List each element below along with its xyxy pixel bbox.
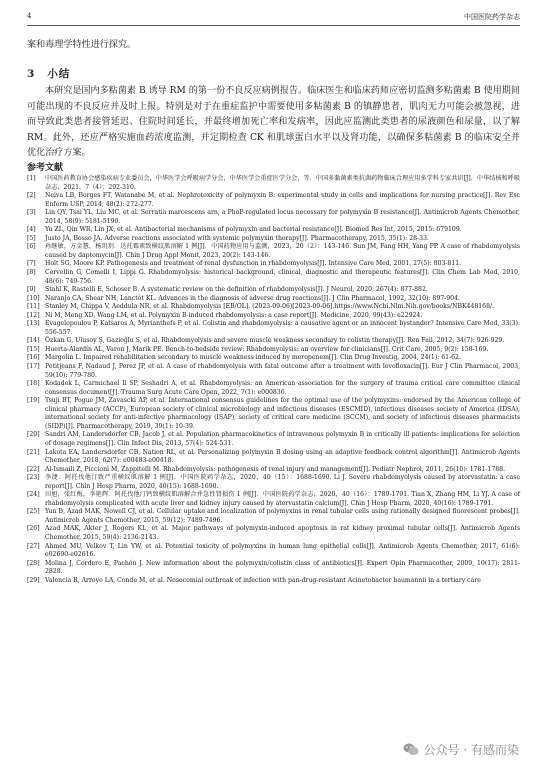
- reference-list: [27, 175, 520, 585]
- reference-item: [27, 295, 520, 304]
- reference-item: [27, 303, 520, 312]
- reference-item: [27, 491, 520, 508]
- reference-item: [27, 192, 520, 209]
- reference-item: [27, 175, 520, 192]
- reference-item: [27, 226, 520, 235]
- section-title: 小结: [47, 68, 71, 80]
- reference-number: [11]: [27, 303, 40, 311]
- reference-text: Lin QY, Tsai YL, Liu MC, et al. Serratia marcescens arn, a PhoP-regulated locus necessary for polymyxin B resistance[J]. Antimicrob Agents Chemother, 2014, 58(9): 5181-5190.: [45, 209, 520, 225]
- reference-number: [19]: [27, 397, 40, 405]
- reference-item: [27, 543, 520, 560]
- reference-number: [24]: [27, 491, 40, 499]
- reference-item: [27, 431, 520, 448]
- reference-number: [4]: [27, 226, 36, 234]
- references-title: 参考文献: [27, 163, 64, 173]
- page-number: 4: [27, 12, 32, 20]
- reference-text: Molina J, Cordero E, Pachón J. New information about the polymyxin/colistin class of antibiotics[J]. Expert Opin Pharmacother, 2009, 10(17): 2811-2828.: [45, 559, 520, 576]
- reference-number: [21]: [27, 448, 40, 456]
- reference-item: [27, 286, 520, 295]
- reference-text: Ahmed MU, Velkov T, Lin YW, et al. Potential toxicity of polymyxins in human lung epithelial cells[J]. Antimicrob Agents Chemother, 2017, 61(6): e02690-e02616.: [45, 542, 520, 559]
- reference-number: [22]: [27, 465, 40, 473]
- reference-number: [7]: [27, 260, 36, 268]
- reference-item: [27, 380, 520, 397]
- reference-item: [27, 312, 520, 321]
- reference-text: Yu ZL, Qin WR, Lin JX, et al. Antibacterial mechanisms of polymyxin and bacterial resistance[J]. Biomed Res Int, 2015, 2015: 679109.: [45, 226, 462, 234]
- reference-text: Stanley M, Chippa V, Aeddula NR, et al. Rhabdomyolysis [EB/OL]. (2023-09-06)[2023-09-06].https://www.Ncbi.Nlm.Nih.gov/books/NBK448168/.: [45, 303, 495, 311]
- reference-item: [27, 269, 520, 286]
- wechat-icon: [403, 743, 419, 756]
- reference-item: [27, 474, 520, 491]
- reference-item: [27, 466, 520, 475]
- reference-item: [27, 508, 520, 525]
- reference-item: [27, 397, 520, 431]
- reference-text: Neiva LB, Borges FT, Watanabe M, et al. Nephrotoxicity of polymyxin B: experimental study in cells and implications for nursing practice[J]. Rev Esc Enferm USP, 2014, 48(2): 272-277.: [45, 192, 520, 208]
- reference-text: Azad MAK, Akter J, Rogers KL, et al. Major pathways of polymyxin-induced apoptosis in rat kidney proximal tubular cells[J]. Antimicrob Agents Chemother, 2015, 59(4): 2136-2143.: [45, 525, 520, 541]
- reference-text: Sandri AM, Landersdorfer CB, Jacob J, et al. Population pharmacokinetics of intravenous polymyxin B in critically ill patients: implications for selection of dosage regimens[J]. Clin Infect Dis, 2013, 57(4): 524-531.: [45, 431, 520, 447]
- reference-number: [26]: [27, 525, 40, 533]
- reference-item: [27, 560, 520, 577]
- reference-number: [17]: [27, 363, 40, 371]
- reference-item: [27, 337, 520, 346]
- reference-text: Al-Ismaili Z, Piccioni M, Zappitelli M. Rhabdomyolysis: pathogenesis of renal injury and management[J]. Pediatr Nephrol, 2011, 26(10): 1781-1788.: [45, 465, 506, 473]
- reference-number: [15]: [27, 345, 40, 353]
- reference-item: [27, 260, 520, 269]
- reference-number: [8]: [27, 269, 36, 277]
- reference-item: [27, 346, 520, 355]
- reference-text: 田旭，张红梅，李艳辉．阿托伐他汀钙致横纹肌溶解合并急性肾损伤 1 例[J]．中国医院药学杂志，2020，40（16）：1789-1791. Tian X, Zhang HM, Li YJ. A case of rhabdomyolysis complicated with acute liver and kidney injury caused by atorvastatin calcium[J]. Chin J Hosp Pharm, 2020, 40(16): 1789-1791.: [45, 491, 520, 507]
- reference-item: [27, 354, 520, 363]
- running-header: [27, 12, 520, 24]
- reference-text: Cervellin G, Comelli I, Lippi G. Rhabdomyolysis: historical background, clinical, diagnostic and therapeutic features[J]. Clin Chem Lab Med, 2010, 48(6): 749-756.: [45, 269, 520, 285]
- header-rule: [27, 25, 520, 26]
- reference-number: [3]: [27, 209, 36, 217]
- reference-item: [27, 243, 520, 260]
- reference-number: [13]: [27, 320, 40, 328]
- section-heading: [27, 66, 82, 81]
- reference-number: [6]: [27, 243, 36, 251]
- reference-item: [27, 363, 520, 380]
- summary-paragraph: 本研究是国内多粘菌素 B 诱导 RM 的第一份不良反应病例报告。临床医生和临床药师应密切监测多粘菌素 B 使用期间可能出现的不良反应并及时上报。特别是对于在重症监护中需要使用多粘菌素 B 的镇静患者，肌肉无力可能会被忽视，进而导致此类患者接管延迟、住院时间延长，并最终增加死亡率和发病率，因此应监测此类患者的尿液颜色和尿量，以了解 RM。此外，还应严格实施血药浓度监测，并定期检查 CK 和肌球蛋白水平以及肾功能，以确保多粘菌素 B 的临床安全并优化治疗方案。: [27, 86, 520, 158]
- reference-text: Özkan G, Ulusoy Ş, Gazioğlu S, et al. Rhabdomyolysis and severe muscle weakness secondary to colistin therapy[J]. Ren Fail, 2012, 34(7): 926-929.: [45, 337, 505, 345]
- reference-number: [9]: [27, 286, 36, 294]
- watermark-text: 公众号 · 有感而染: [423, 743, 519, 757]
- reference-number: [12]: [27, 311, 40, 319]
- reference-number: [23]: [27, 474, 40, 482]
- reference-number: [2]: [27, 192, 36, 200]
- reference-text: 李捷．阿托伐他汀致严重横纹肌溶解 1 例[J]．中国医院药学杂志，2020，40（15）：1688-1690. Li J. Severe rhabdomyolysis caused by atorvastatin: a case report[J]. Chin J Hosp Pharm, 2020, 40(15): 1688-1690.: [45, 474, 520, 490]
- reference-number: [14]: [27, 337, 40, 345]
- reference-text: Stahl K, Rastelli E, Schoser B. A systematic review on the definition of rhabdomyolysis[J]. J Neurol, 2020, 267(4): 877-882.: [45, 286, 428, 294]
- reference-text: Holt SG, Moore KP. Pathogenesis and treatment of renal dysfunction in rhabdomyolysis[J]. Intensive Care Med, 2001, 27(5): 803-811.: [45, 260, 462, 268]
- reference-text: Evagelopoulou P, Katsaros A, Myrianthefs P, et al. Colistin and rhabdomyolysis: a causative agent or an innocent bystander? Intensive Care Med, 33(3): 556-557.: [45, 320, 520, 336]
- reference-number: [20]: [27, 431, 40, 439]
- reference-text: 中国医药教育协会感染疾病专业委员会，中华医学会呼吸病学分会，中华医学会重症医学分会，等．中国多黏菌素类抗菌药物临床合理应用多学科专家共识[J]．中华结核和呼吸杂志，2021，7（4）：292-310.: [45, 175, 520, 191]
- reference-number: [10]: [27, 294, 40, 302]
- reference-item: [27, 577, 520, 586]
- reference-number: [16]: [27, 354, 40, 362]
- reference-text: Petitjeans F, Nadaud J, Perez JP, et al. A case of rhabdomyolysis with fatal outcome after a treatment with levofloxacin[J]. Eur J Clin Pharmacol, 2003, 59(10): 779-780.: [45, 363, 520, 379]
- reference-text: 孙继敏，方金慧，杨玥玥．达托霉素致横纹肌溶解 1 例[J]．中国药物应用与监测，2023，20（2）：143-146. Sun JM, Fang HH, Yang PP. A case of rhabdomyolysis caused by daptomycin[J]. Chin J Drug Appl Monit, 2023, 20(2): 143-146.: [45, 243, 520, 259]
- continuation-text: 案和毒理学特性进行探究。: [27, 40, 137, 50]
- reference-text: Lakota EA, Landersdorfer CB, Nation RL, et al. Personalizing polymyxin B dosing using an adaptive feedback control algorithm[J]. Antimicrob Agents Chemother, 2018, 62(7): e00483-e00418.: [45, 448, 520, 465]
- reference-text: Kodadek L, Carmichael Ii SP, Seshadri A, et al. Rhabdomyolysis: an American association for the surgery of trauma critical care committee clinical consensus document[J]. Trauma Surg Acute Care Open, 2022, 7(1): e000836.: [45, 380, 520, 396]
- reference-number: [5]: [27, 234, 36, 242]
- reference-item: [27, 209, 520, 226]
- journal-name: 中国医院药学杂志: [464, 13, 520, 21]
- watermark: [403, 741, 519, 758]
- reference-text: Valencia R, Arroyo LA, Conde M, et al. Nosocomial outbreak of infection with pan-drug-resistant Acinetobacter baumannii in a tertiary care: [45, 576, 481, 584]
- reference-item: [27, 449, 520, 466]
- reference-number: [29]: [27, 576, 40, 584]
- reference-text: Margolin L. Impaired rehabilitation secondary to muscle weakness induced by meropenem[J]. Clin Drug Investig, 2004, 24(1): 61-62.: [45, 354, 461, 362]
- reference-text: Justo JA, Bosso JA. Adverse reactions associated with systemic polymyxin therapy[J]. Pharmacotherapy, 2015, 35(1): 28-33.: [45, 234, 429, 242]
- reference-number: [1]: [27, 175, 36, 182]
- reference-text: Yun B, Azad MAK, Nowell CJ, et al. Cellular uptake and localization of polymyxins in renal tubular cells using rationally designed fluorescent probes[J]. Antimicrob Agents Chemother, 2015, 59(12): 7489-7496.: [45, 508, 520, 524]
- reference-text: Ni M, Meng XD, Wang LM, et al. Polymyxin B-induced rhabdomyolysis: a case report[J]. Medicine, 2020, 99(43): e22924.: [45, 311, 423, 319]
- reference-number: [25]: [27, 508, 40, 516]
- reference-text: Huerta-Alardín AL, Varon J, Marik PE. Bench-to-bedside review: Rhabdomyolysis: an overview for clinicians[J]. Crit Care, 2005, 9(2): 158-169.: [45, 345, 489, 353]
- reference-text: Naranjo CA, Shear NH, Lanctôt KL. Advances in the diagnosis of adverse drug reactions[J]. J Clin Pharmacol, 1992, 32(10): 897-904.: [45, 294, 460, 302]
- reference-number: [28]: [27, 559, 40, 567]
- reference-text: Tsuji BT, Pogue JM, Zavascki AP, et al. International consensus guidelines for the optimal use of the polymyxins: endorsed by the American college of clinical pharmacy (ACCP), European society of clinical microbiology and infectious diseases (ESCMID), infectious diseases society of America (IDSA), international society for anti-infective pharmacology (ISAP), society of critical care medicine (SCCM), and society of infectious diseases pharmacists (SIDP)[J]. Pharmacotherapy, 2019, 39(1): 10-39.: [45, 397, 520, 430]
- reference-number: [18]: [27, 380, 40, 388]
- section-number: 3: [27, 68, 36, 80]
- reference-item: [27, 320, 520, 337]
- reference-item: [27, 525, 520, 542]
- reference-number: [27]: [27, 542, 40, 550]
